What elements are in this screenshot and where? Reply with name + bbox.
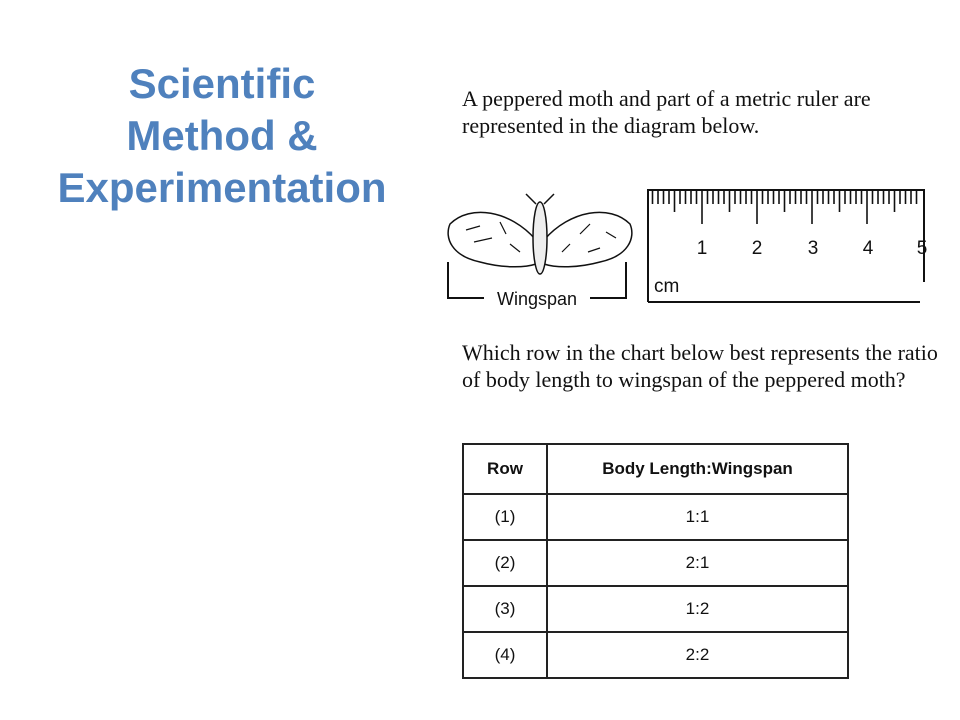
table-row (463, 494, 848, 540)
table-row (463, 632, 848, 678)
ruler-number: 2 (751, 238, 763, 259)
ruler-number: 4 (862, 238, 874, 259)
ruler-ticks (653, 190, 917, 224)
ratio-value: 1:2 (547, 586, 848, 632)
table-row (463, 586, 848, 632)
ruler-number: 5 (916, 238, 928, 259)
slide-title (18, 58, 426, 214)
ratio-value: 2:2 (547, 632, 848, 678)
row-number: (3) (463, 586, 547, 632)
ratio-value: 1:1 (547, 494, 848, 540)
row-number: (4) (463, 632, 547, 678)
title-line: Experimentation (57, 164, 387, 211)
title-line: Scientific (128, 60, 316, 107)
header-row: Row (463, 444, 547, 494)
question-intro: A peppered moth and part of a metric ruler are represented in the diagram below. (462, 86, 871, 138)
moth-illustration (448, 194, 632, 274)
row-number: (1) (463, 494, 547, 540)
title-line: Method & (126, 112, 318, 159)
answer-chart (462, 443, 849, 679)
header-ratio: Body Length:Wingspan (547, 444, 848, 494)
wingspan-label: Wingspan (496, 289, 578, 309)
ratio-value: 2:1 (547, 540, 848, 586)
metric-ruler (648, 190, 924, 302)
table-header-row (463, 444, 848, 494)
ruler-number: 3 (807, 238, 819, 259)
row-number: (2) (463, 540, 547, 586)
ruler-number: 1 (696, 238, 708, 259)
table-row (463, 540, 848, 586)
question-prompt: Which row in the chart below best represents the ratio of body length to wingspan of the peppered moth? (462, 340, 938, 392)
moth-ruler-figure (440, 182, 940, 312)
ruler-unit: cm (654, 276, 680, 297)
